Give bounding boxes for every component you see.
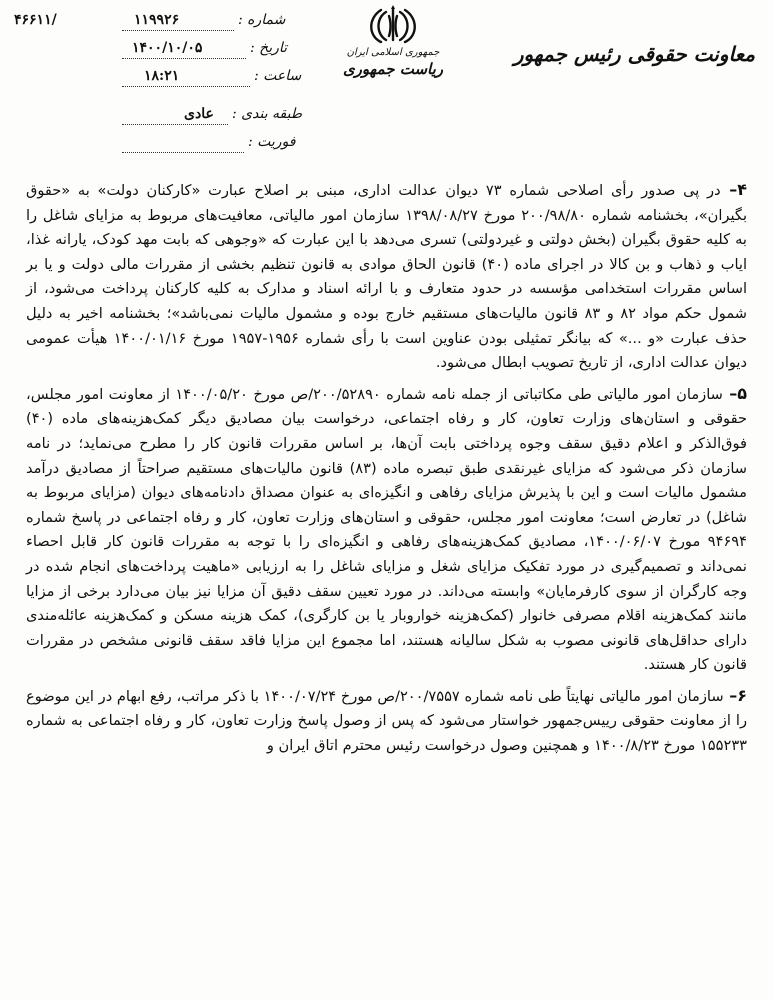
- time-value: ۱۸:۲۱: [144, 68, 180, 84]
- organization-name: معاونت حقوقی رئیس جمهور: [513, 42, 755, 66]
- paragraph-text: در پی صدور رأی اصلاحی شماره ۷۳ دیوان عدالت اداری، مبنی بر اصلاح عبارت «کارکنان دولت» به «حقوق بگیران»، بخشنامه شماره ۲۰۰/۹۸/۸۰ مورخ ۱۳۹۸/۰۸/۲۷ سازمان امور مالیاتی، معافیت‌های مربوط به مزایای شاغل را به کلیه حقوق بگیران (بخش دولتی و غیردولتی) تسری می‌دهد با این عبارت که «وجوهی که بابت مهد کودک، یارانه غذا، ایاب و ذهاب و بن کالا در اجرای ماده (۴۰) قانون الحاق موادی به قانون تنظیم بخشی از مقررات مالی دولت و یا بر اساس مقررات استخدامی مؤسسه در حدود متعارف و با ارائه اسناد و مدارک به کلیه کارکنان پرداخت می‌شود، از شمول حکم مواد ۸۲ و ۸۳ قانون مالیات‌های مستقیم خارج بوده و مشمول مالیات نمی‌باشد»؛ بخشنامه اخیر به دلیل حذف عبارت «و ...» که بیانگر تمثیلی بودن عناوین است با رأی شماره ۱۹۵۶-۱۹۵۷ مورخ ۱۴۰۰/۰۱/۱۶ هیأت عمومی دیوان عدالت اداری، از تاریخ تصویب ابطال می‌شود.: [26, 182, 748, 372]
- number-label: شماره :: [238, 12, 286, 28]
- emblem-block: [338, 4, 448, 79]
- paragraph-4: ۴– در پی صدور رأی اصلاحی شماره ۷۳ دیوان عدالت اداری، مبنی بر اصلاح عبارت «کارکنان دولت» به «حقوق بگیران»، بخشنامه شماره ۲۰۰/۹۸/۸۰ مورخ ۱۳۹۸/۰۸/۲۷ سازمان امور مالیاتی، معافیت‌های مربوط به مزایای شاغل را به کلیه حقوق بگیران (بخش دولتی و غیردولتی) تسری می‌دهد با این عبارت که «وجوهی که بابت مهد کودک، یارانه غذا، ایاب و ذهاب و بن کالا در اجرای ماده (۴۰) قانون الحاق موادی به قانون تنظیم بخشی از مقررات مالی دولت و یا بر اساس مقررات استخدامی مؤسسه در حدود متعارف و با ارائه اسناد و مدارک به کلیه کارکنان پرداخت می‌شود، از شمول حکم مواد ۸۲ و ۸۳ قانون مالیات‌های مستقیم خارج بوده و مشمول مالیات نمی‌باشد»؛ بخشنامه اخیر به دلیل حذف عبارت «و ...» که بیانگر تمثیلی بودن عناوین است با رأی شماره ۱۹۵۶-۱۹۵۷ مورخ ۱۴۰۰/۰۱/۱۶ هیأت عمومی دیوان عدالت اداری، از تاریخ تصویب ابطال می‌شود.: [26, 180, 748, 372]
- classification-value: عادی: [184, 106, 214, 122]
- time-label: ساعت :: [254, 68, 302, 84]
- classification-dotted-line: [122, 124, 228, 125]
- urgency-dotted-line: [122, 152, 244, 153]
- time-dotted-line: [122, 86, 250, 87]
- paragraph-text: سازمان امور مالیاتی طی مکاتباتی از جمله نامه شماره ۲۰۰/۵۲۸۹۰/ص مورخ ۱۴۰۰/۰۵/۲۰ از معاونت امور مجلس، حقوقی و استان‌های وزارت تعاون، کار و رفاه اجتماعی، درخواست بیان مصادیق دیگر کمک‌هزینه‌های ماده (۴۰) فوق‌الذکر و اعلام دقیق سقف وجوه پرداختی بابت آن‌ها، بر اساس مقررات قانون کار را مطرح می‌نماید؛ در نامه سازمان ذکر می‌شود که مزایای غیرنقدی طبق تبصره ماده (۸۳) قانون مالیات‌های مستقیم صراحتاً از مصادیق درآمد مشمول مالیات است و این با پذیرش مزایای رفاهی و انگیزه‌ای به عنوان مصداق دادنامه‌های دیوان (مزایای مربوط به شاغل) در تعارض است؛ معاونت امور مجلس، حقوقی و استان‌های وزارت تعاون، کار و رفاه اجتماعی در پاسخ شماره ۹۴۶۹۴ مورخ ۱۴۰۰/۰۶/۰۷، مصادیق کمک‌هزینه‌های رفاهی و انگیزه‌ای را با توجه به مقررات قانون کار قابل احصاء نمی‌داند و تصمیم‌گیری در مورد تفکیک مزایای شغل و مزایای شاغل را به ارزیابی «ماهیت پرداخت‌های انجام شده در وجه کارگران از سوی کارفرمایان» وابسته می‌داند. در مورد تعیین سقف دقیق آن مزایا نیز بیان می‌دارد برخی از مزایا مانند کمک‌هزینه اقلام مصرفی خانوار (کمک‌هزینه خواروبار یا بن کارگری)، کمک هزینه مسکن و کمک‌هزینه عائله‌مندی دارای حداقل‌های قانونی مصوب به شکل سالیانه هستند، اما مجموع این مزایا فاقد سقف قانونی مشخص در مقررات قانون کار هستند.: [26, 385, 747, 674]
- letter-meta: [14, 6, 314, 166]
- paragraph-text: سازمان امور مالیاتی نهایتاً طی نامه شماره ۲۰۰/۷۵۵۷/ص مورخ ۱۴۰۰/۰۷/۲۴ با ذکر مراتب، رفع ابهام در این موضوع را از معاونت حقوقی رییس‌جمهور خواستار می‌شود که پس از وصول پاسخ وزارت تعاون، کار و رفاه اجتماعی به شماره ۱۵۵۲۳۳ مورخ ۱۴۰۰/۸/۲۳ و همچنین وصول درخواست رئیس محترم اتاق ایران و: [26, 687, 747, 755]
- paragraph-number: ۶: [737, 685, 747, 705]
- letter-registration-number: ۴۶۶۱۱/: [14, 12, 57, 28]
- paragraph-number: ۴: [737, 180, 748, 199]
- date-value: ۱۴۰۰/۱۰/۰۵: [132, 40, 203, 56]
- number-dotted-line: [122, 30, 234, 31]
- paragraph-number: ۵: [737, 383, 748, 403]
- date-label: تاریخ :: [250, 40, 288, 56]
- emblem-caption-presidency: ریاست جمهوری: [342, 60, 444, 78]
- urgency-label: فوریت :: [248, 134, 296, 150]
- paragraph-5: ۵– سازمان امور مالیاتی طی مکاتباتی از جمله نامه شماره ۲۰۰/۵۲۸۹۰/ص مورخ ۱۴۰۰/۰۵/۲۰ از معاونت امور مجلس، حقوقی و استان‌های وزارت تعاون، کار و رفاه اجتماعی، درخواست بیان مصادیق دیگر کمک‌هزینه‌های ماده (۴۰) فوق‌الذکر و اعلام دقیق سقف وجوه پرداختی بابت آن‌ها، بر اساس مقررات قانون کار را مطرح می‌نماید؛ در نامه سازمان ذکر می‌شود که مزایای غیرنقدی طبق تبصره ماده (۸۳) قانون مالیات‌های مستقیم صراحتاً از مصادیق درآمد مشمول مالیات است و این با پذیرش مزایای رفاهی و انگیزه‌ای به عنوان مصداق دادنامه‌های دیوان (مزایای مربوط به شاغل) در تعارض است؛ معاونت امور مجلس، حقوقی و استان‌های وزارت تعاون، کار و رفاه اجتماعی در پاسخ شماره ۹۴۶۹۴ مورخ ۱۴۰۰/۰۶/۰۷، مصادیق کمک‌هزینه‌های رفاهی و انگیزه‌ای را با توجه به مقررات قانون کار قابل احصاء نمی‌داند و تصمیم‌گیری در مورد تفکیک مزایای شغل و مزایای شاغل را به ارزیابی «ماهیت پرداخت‌های انجام شده در وجه کارگران از سوی کارفرمایان» وابسته می‌داند. در مورد تعیین سقف دقیق آن مزایا نیز بیان می‌دارد برخی از مزایا مانند کمک‌هزینه اقلام مصرفی خانوار (کمک‌هزینه خواروبار یا بن کارگری)، کمک هزینه مسکن و کمک‌هزینه عائله‌مندی دارای حداقل‌های قانونی مصوب به شکل سالیانه هستند، اما مجموع این مزایا فاقد سقف قانونی مشخص در مقررات قانون کار هستند.: [26, 383, 748, 674]
- emblem-caption-republic: جمهوری اسلامی ایران: [346, 47, 440, 58]
- number-value: ۱۱۹۹۲۶: [134, 12, 180, 28]
- iran-emblem-icon: [370, 4, 416, 46]
- paragraph-6: ۶– سازمان امور مالیاتی نهایتاً طی نامه شماره ۲۰۰/۷۵۵۷/ص مورخ ۱۴۰۰/۰۷/۲۴ با ذکر مراتب، رفع ابهام در این موضوع را از معاونت حقوقی رییس‌جمهور خواستار می‌شود که پس از وصول پاسخ وزارت تعاون، کار و رفاه اجتماعی به شماره ۱۵۵۲۳۳ مورخ ۱۴۰۰/۸/۲۳ و همچنین وصول درخواست رئیس محترم اتاق ایران و: [26, 685, 747, 755]
- letter-body: [26, 178, 747, 765]
- classification-label: طبقه بندی :: [232, 106, 302, 122]
- date-dotted-line: [122, 58, 246, 59]
